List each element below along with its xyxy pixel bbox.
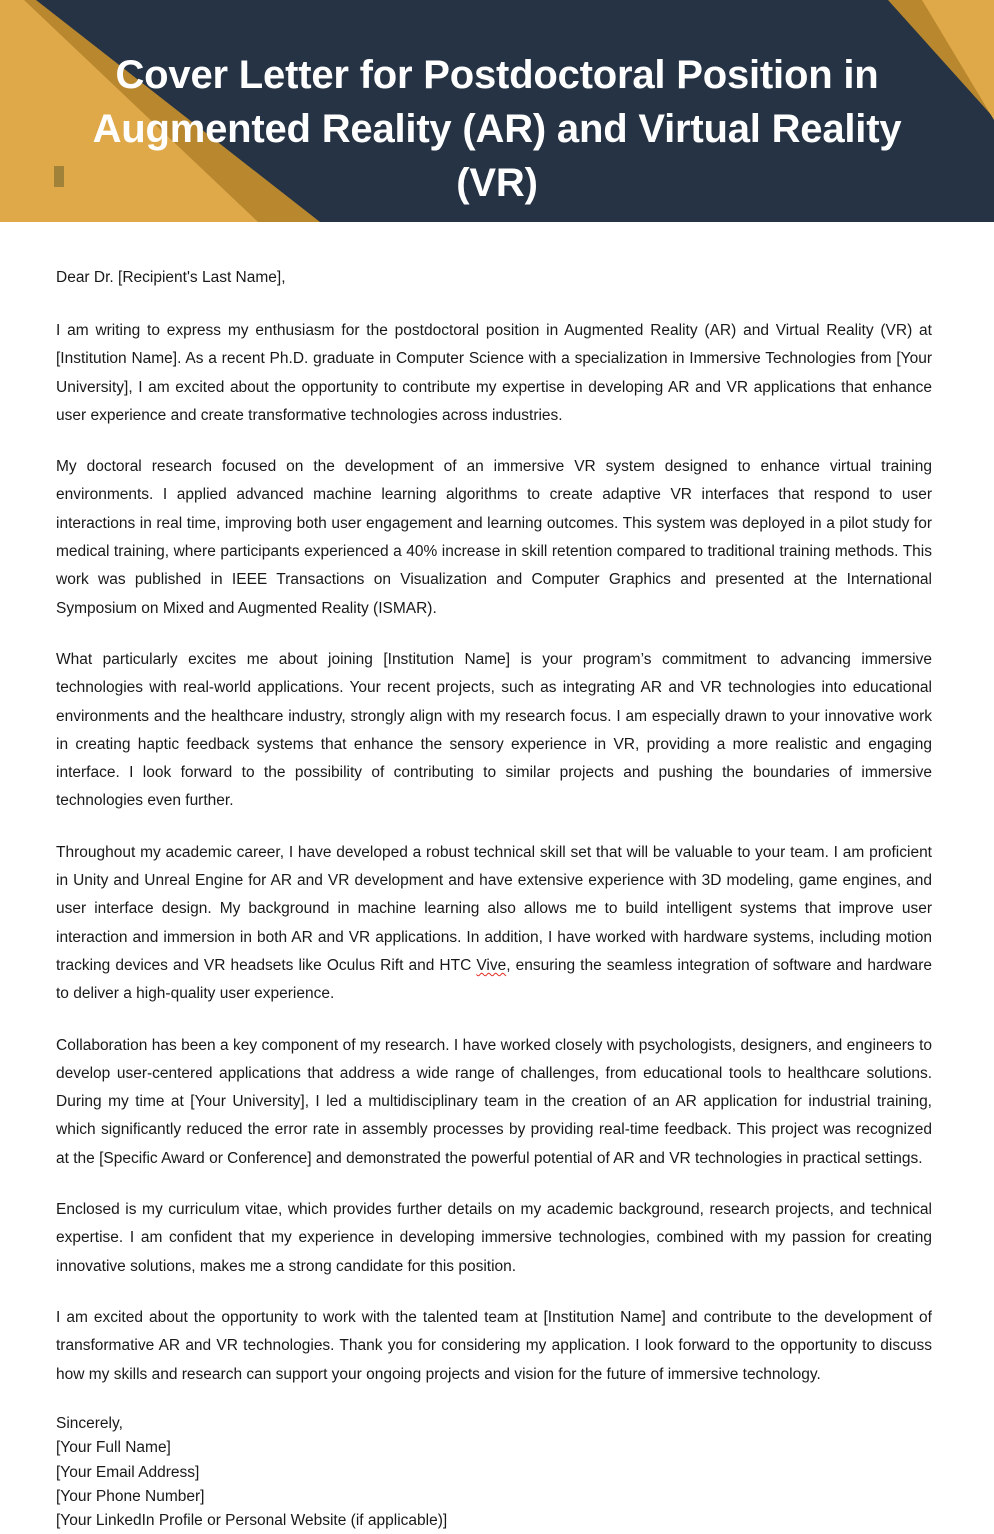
closing-email: [Your Email Address] — [56, 1463, 200, 1481]
letter-paragraph-skills — [56, 839, 932, 1009]
skills-text-before: Throughout my academic career, I have developed a robust technical skill set that will be valuable to your team. I am proficient in Unity and Unreal Engine for AR and VR development and have extensive experience with 3D modeling, game engines, and user interface design. My background in machine learning also allows me to build intelligent systems that improve user interaction and immersion in both AR and VR applications. In addition, I have worked with hardware systems, including motion tracking devices and VR headsets like Oculus Rift and HTC — [56, 843, 932, 974]
letter-body — [56, 264, 932, 1534]
letter-paragraph-5: Collaboration has been a key component of my research. I have worked closely with psychologists, designers, and engineers to develop user-centered applications that address a wide range of challenges, from educational tools to healthcare solutions. During my time at [Your University], I led a multidisciplinary team in the creation of an AR application for industrial training, which significantly reduced the error rate in assembly processes by providing real-time feedback. This project was recognized at the [Specific Award or Conference] and demonstrated the powerful potential of AR and VR technologies in practical settings. — [56, 1036, 932, 1167]
misspelled-word[interactable]: Vive — [476, 956, 507, 974]
document-header-banner — [0, 0, 994, 222]
closing-phone: [Your Phone Number] — [56, 1488, 205, 1506]
closing-signoff: Sincerely, — [56, 1414, 123, 1432]
closing-website: [Your LinkedIn Profile or Personal Website (if applicable)] — [56, 1512, 448, 1530]
header-square-marker — [54, 166, 64, 187]
letter-paragraph-3: What particularly excites me about joining [Institution Name] is your program’s commitment to advancing immersive technologies with real-world applications. Your recent projects, such as integrating AR and VR technologies into educational environments and the healthcare industry, strongly align with my research focus. I am especially drawn to your innovative work in creating haptic feedback systems that enhance the sensory experience in VR, providing a more realistic and engaging interface. I look forward to the possibility of contributing to similar projects and pushing the boundaries of immersive technologies even further. — [56, 650, 932, 810]
letter-paragraph-2: My doctoral research focused on the development of an immersive VR system designed to enhance virtual training environments. I applied advanced machine learning algorithms to create adaptive VR interfaces that respond to user interactions in real time, improving both user engagement and learning outcomes. This system was deployed in a pilot study for medical training, where participants experienced a 40% increase in skill retention compared to traditional training methods. This work was published in IEEE Transactions on Visualization and Computer Graphics and presented at the International Symposium on Mixed and Augmented Reality (ISMAR). — [56, 458, 932, 617]
letter-closing-block — [56, 1412, 932, 1534]
document-title: Cover Letter for Postdoctoral Position in Augmented Reality (AR) and Virtual Reality (VR) — [92, 53, 902, 205]
header-decoration — [0, 0, 994, 222]
letter-paragraph-7: I am excited about the opportunity to work with the talented team at [Institution Name] and contribute to the development of transformative AR and VR technologies. Thank you for considering my application. I look forward to the opportunity to discuss how my skills and research can support your ongoing projects and vision for the future of immersive technology. — [56, 1308, 932, 1383]
letter-salutation: Dear Dr. [Recipient's Last Name], — [56, 269, 286, 286]
letter-paragraph-6: Enclosed is my curriculum vitae, which provides further details on my academic background, research projects, and technical expertise. I am confident that my experience in developing immersive technologies, combined with my passion for creating innovative solutions, makes me a strong candidate for this position. — [56, 1201, 932, 1275]
closing-full-name: [Your Full Name] — [56, 1439, 171, 1457]
skills-text-after: , ensuring the seamless integration of software and hardware to deliver a high-quality user experience. — [56, 956, 932, 1003]
letter-paragraph-1: I am writing to express my enthusiasm for the postdoctoral position in Augmented Reality (AR) and Virtual Reality (VR) at [Institution Name]. As a recent Ph.D. graduate in Computer Science with a specialization in Immersive Technologies from [Your University], I am excited about the opportunity to contribute my expertise in developing AR and VR applications that enhance user experience and create transformative technologies across industries. — [56, 322, 932, 424]
